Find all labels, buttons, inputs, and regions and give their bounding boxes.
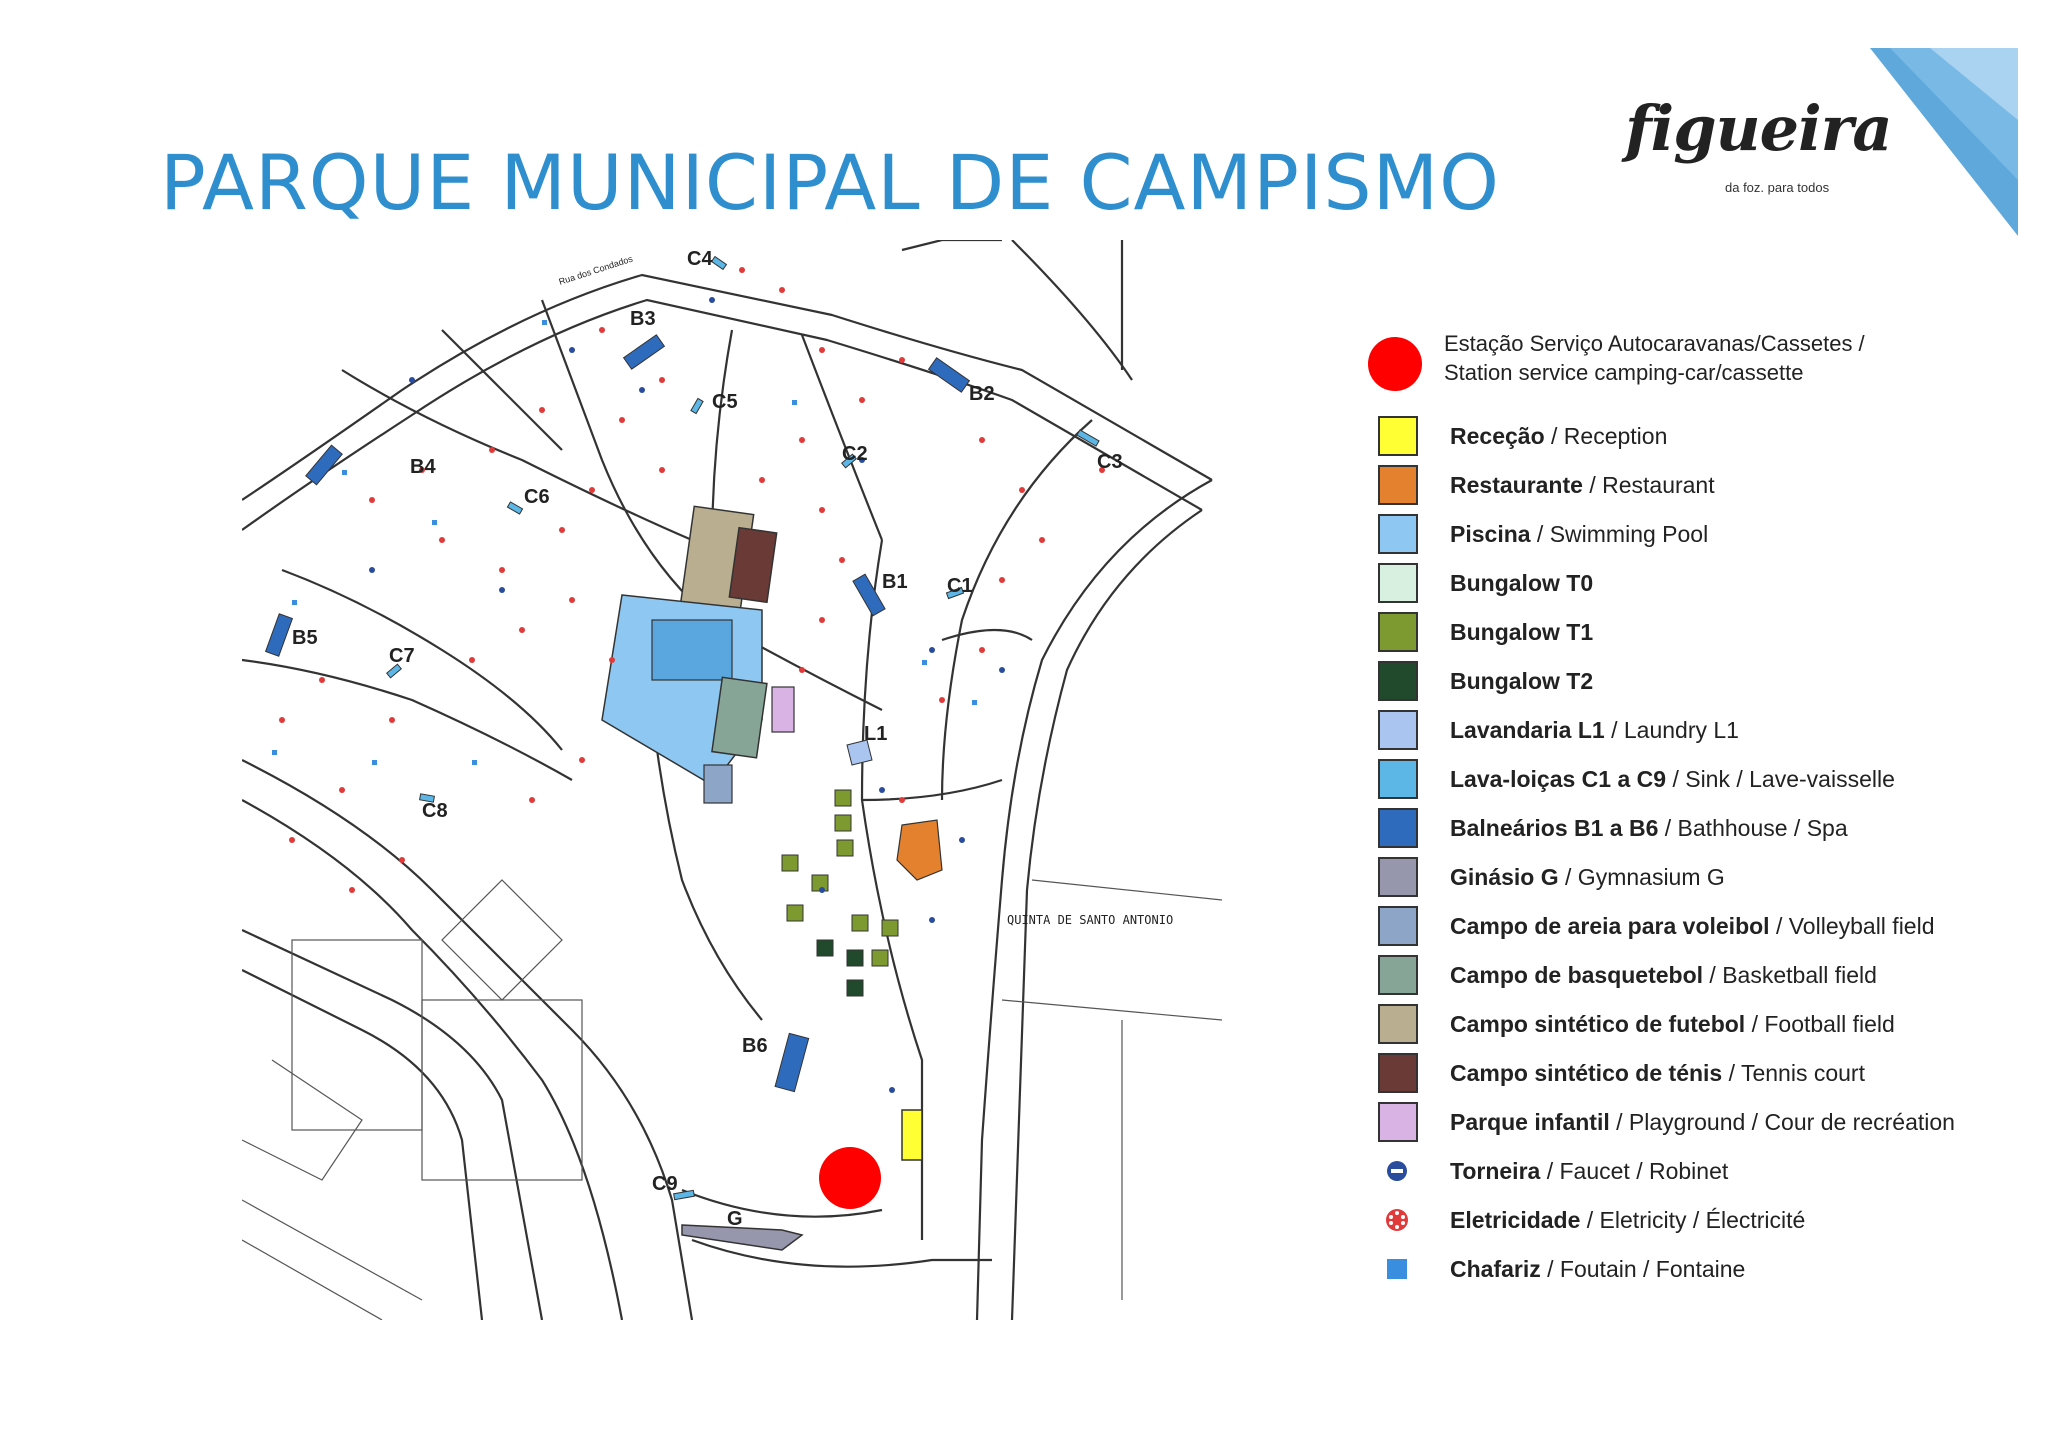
legend-translation: / Football field [1745, 1011, 1895, 1037]
legend-label [1450, 609, 1593, 655]
legend-translation: / Sink / Lave-vaisselle [1666, 766, 1895, 792]
legend-swatch [1378, 465, 1418, 505]
label-b5: B5 [292, 627, 318, 649]
label-c7: C7 [389, 645, 415, 667]
corner-decoration [1870, 0, 2048, 240]
basketball-field [712, 677, 767, 758]
legend-swatch [1378, 1004, 1418, 1044]
legend-label [1450, 805, 1848, 851]
label-b2: B2 [969, 383, 995, 405]
legend-name: Campo de areia para voleibol [1450, 913, 1770, 939]
legend-swatch [1378, 906, 1418, 946]
legend-name: Torneira [1450, 1158, 1541, 1184]
legend-translation: / Eletricity / Électricité [1580, 1207, 1806, 1233]
label-c8: C8 [422, 800, 448, 822]
legend-name: Bungalow T0 [1450, 570, 1594, 596]
label-c1: C1 [947, 575, 973, 597]
legend-label [1450, 560, 1593, 606]
service-station-label [1444, 329, 1865, 387]
legend-name: Lava-loiças C1 a C9 [1450, 766, 1667, 792]
legend-name: Bungalow T1 [1450, 619, 1594, 645]
legend-name: Ginásio G [1450, 864, 1559, 890]
legend-translation: / Bathhouse / Spa [1658, 815, 1848, 841]
page-title: PARQUE MUNICIPAL DE CAMPISMO [160, 138, 1501, 227]
legend-name: Piscina [1450, 521, 1531, 547]
legend-swatch [1378, 661, 1418, 701]
label-b6: B6 [742, 1035, 768, 1057]
logo-tagline: da foz. para todos [1725, 180, 1830, 195]
legend-name: Campo de basquetebol [1450, 962, 1704, 988]
road-label: Rua dos Condados [557, 253, 634, 287]
legend-name: Eletricidade [1450, 1207, 1581, 1233]
legend-swatch [1378, 759, 1418, 799]
fountain-icon [1384, 1256, 1410, 1282]
legend-swatch [1378, 1053, 1418, 1093]
station-line-2: Station service camping-car/cassette [1444, 360, 1804, 385]
legend-swatch [1378, 1102, 1418, 1142]
legend-label [1450, 903, 1935, 949]
legend-translation: / Foutain / Fontaine [1540, 1256, 1746, 1282]
label-c2: C2 [842, 443, 868, 465]
legend-swatch [1378, 514, 1418, 554]
label-b3: B3 [630, 308, 656, 330]
legend-label [1450, 1197, 1805, 1243]
quinta-label: QUINTA DE SANTO ANTONIO [1007, 913, 1174, 927]
campsite-map [242, 240, 1227, 1320]
label-c3: C3 [1097, 451, 1123, 473]
legend-label [1450, 1246, 1745, 1292]
label-l1: L1 [864, 723, 888, 745]
legend-swatch [1378, 563, 1418, 603]
label-c5: C5 [712, 391, 738, 413]
label-b1: B1 [882, 571, 908, 593]
map-detail-lines [242, 880, 1222, 1320]
label-c4: C4 [687, 248, 713, 270]
legend-label [1450, 462, 1715, 508]
legend-translation: / Volleyball field [1769, 913, 1935, 939]
restaurant [897, 820, 942, 880]
legend-translation: / Playground / Cour de recréation [1609, 1109, 1955, 1135]
pool-basin [652, 620, 732, 680]
legend-translation: / Gymnasium G [1558, 864, 1725, 890]
legend-label [1450, 952, 1877, 998]
legend-label [1450, 511, 1708, 557]
volleyball-field [704, 765, 732, 803]
legend-swatch [1378, 612, 1418, 652]
bungalows [782, 790, 898, 996]
legend-translation: / Faucet / Robinet [1540, 1158, 1729, 1184]
legend-label [1450, 854, 1725, 900]
legend-swatch [1378, 857, 1418, 897]
legend-swatch [1378, 955, 1418, 995]
legend-name: Parque infantil [1450, 1109, 1610, 1135]
legend-label [1450, 1148, 1728, 1194]
legend-name: Receção [1450, 423, 1545, 449]
logo-word: figueira [1625, 92, 1892, 165]
legend-swatch [1378, 416, 1418, 456]
service-station-marker [819, 1147, 881, 1209]
legend-translation: / Reception [1544, 423, 1668, 449]
legend-name: Campo sintético de futebol [1450, 1011, 1746, 1037]
legend-swatch [1378, 710, 1418, 750]
label-g: G [727, 1208, 743, 1230]
map-legend [1360, 325, 2030, 1325]
legend-label [1450, 658, 1593, 704]
electricity-icon [1384, 1207, 1410, 1233]
legend-translation: / Laundry L1 [1604, 717, 1739, 743]
legend-name: Lavandaria L1 [1450, 717, 1605, 743]
legend-label [1450, 1050, 1865, 1096]
legend-translation: / Restaurant [1582, 472, 1715, 498]
legend-name: Balneários B1 a B6 [1450, 815, 1659, 841]
legend-name: Chafariz [1450, 1256, 1541, 1282]
station-line-1: Estação Serviço Autocaravanas/Cassetes / [1444, 331, 1865, 356]
label-c9: C9 [652, 1173, 678, 1195]
faucet-icon [1384, 1158, 1410, 1184]
legend-label [1450, 413, 1667, 459]
legend-name: Bungalow T2 [1450, 668, 1594, 694]
legend-label [1450, 1001, 1895, 1047]
label-c6: C6 [524, 486, 550, 508]
service-station-icon [1368, 337, 1422, 391]
legend-name: Campo sintético de ténis [1450, 1060, 1723, 1086]
legend-label [1450, 707, 1739, 753]
legend-label [1450, 1099, 1955, 1145]
legend-translation: / Swimming Pool [1530, 521, 1709, 547]
figueira-logo [1615, 92, 1892, 212]
legend-label [1450, 756, 1895, 802]
legend-name: Restaurante [1450, 472, 1583, 498]
legend-translation: / Basketball field [1703, 962, 1877, 988]
reception [902, 1110, 922, 1160]
label-b4: B4 [410, 456, 436, 478]
playground [772, 687, 794, 732]
legend-translation: / Tennis court [1722, 1060, 1865, 1086]
legend-swatch [1378, 808, 1418, 848]
